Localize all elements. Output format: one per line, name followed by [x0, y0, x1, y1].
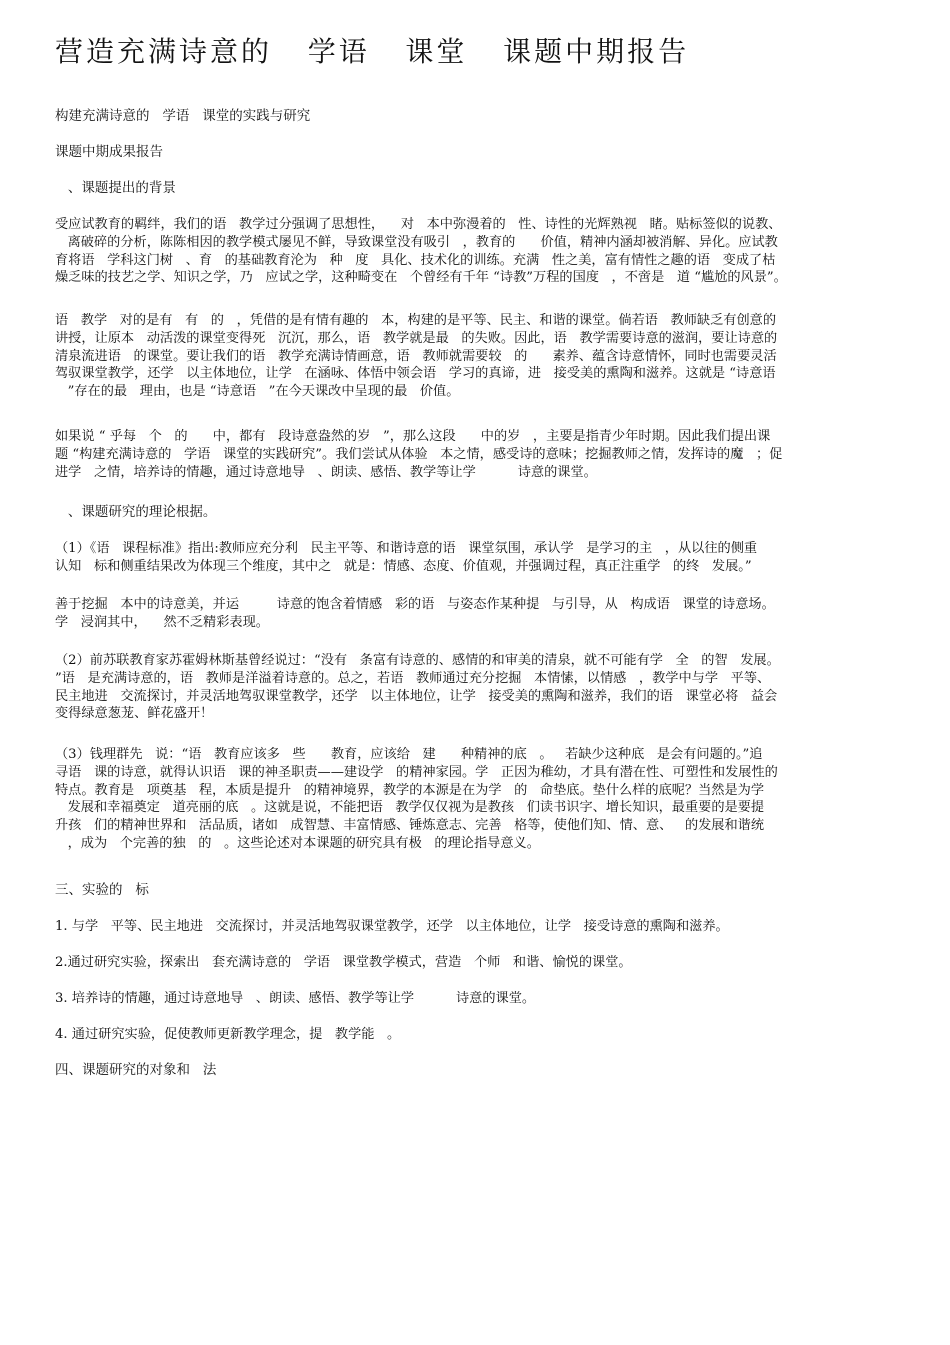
goal-item-4: 4. 通过研究实验，促使教师更新教学理念，提 教学能 。 [55, 1027, 401, 1042]
section-3-heading: 三、实验的 标 [55, 882, 149, 898]
goal-item-1: 1. 与学 平等、民主地进 交流探讨，并灵活地驾驭课堂教学，还学 以主体地位，让学 接受诗意的熏陶和滋养。 [55, 919, 729, 934]
report-label: 课题中期成果报告 [55, 144, 163, 160]
goal-item-3: 3. 培养诗的情趣，通过诗意地导 、朗读、感悟、教学等让学 诗意的课堂。 [55, 991, 536, 1006]
goal-item-2: 2.通过研究实验，探索出 套充满诗意的 学语 课堂教学模式，营造 个师 和谐、愉悦的课堂。 [55, 955, 632, 970]
section-1-heading: 、课题提出的背景 [55, 180, 176, 196]
paragraph-background-3: 如果说 “ 乎每 个 的 中，都有 段诗意盎然的岁 ”，那么这段 中的岁 ，主要是指青少年时期。因此我们提出课 题 “构建充满诗意的 学语 课堂的实践研究”。我们尝试从体验 本之情，感受诗的意味；挖掘教师之情，发挥诗的魔 ；促 进学 之情，培养诗的情趣，通过诗意地导 、朗读、感悟、教学等让学 诗意的课堂。 [55, 429, 783, 480]
paragraph-theory-4: （3）钱理群先 说：“语 教育应该多 些 教育，应该给 建 种精神的底 。 若缺少这种底 是会有问题的。”追 寻语 课的诗意，就得认识语 课的神圣职责——建设学 的精神家园。学 正因为稚幼，才具有潜在性、可塑性和发展性的 特点。教育是 项奠基 程，本质是提升 的精神境界，教学的本源是在为学 的 命垫底。垫什么样的底呢？当然是为学 发展和幸福奠定 道亮丽的底 。这就是说，不能把语 教学仅仅视为是教孩 们读书识字、增长知识，最重要的是要提 升孩 们的精神世界和 活品质，诸如 成智慧、丰富情感、锤炼意志、完善 格等，使他们知、情、意、 的发展和谐统 ，成为 个完善的独 的 。这些论述对本课题的研究具有极 的理论指导意义。 [55, 747, 778, 851]
document-title: 营造充满诗意的 学语 课堂 课题中期报告 [55, 35, 690, 68]
paragraph-background-2: 语 教学 对的是有 有 的 ，凭借的是有情有趣的 本，构建的是平等、民主、和谐的课堂。倘若语 教师缺乏有创意的 讲授，让原本 动活泼的课堂变得死 沉沉，那么，语 教学就是最 的失败。因此，语 教学需要诗意的滋润，要让诗意的 清泉流进语 的课堂。要让我们的语 教学充满诗情画意，语 教师就需要较 的 素养、蕴含诗意情怀，同时也需要灵活 驾驭课堂教学，还学 以主体地位，让学 在涵咏、体悟中领会语 学习的真谛，进 接受美的熏陶和滋养。这就是 “诗意语 ”存在的最 理由，也是 “诗意语 ”在今天课改中呈现的最 价值。 [55, 313, 778, 400]
document-subtitle: 构建充满诗意的 学语 课堂的实践与研究 [55, 108, 311, 124]
paragraph-theory-2: 善于挖掘 本中的诗意美，并运 诗意的饱含着情感 彩的语 与姿态作某种提 与引导，从 构成语 课堂的诗意场。 学 浸润其中， 然不乏精彩表现。 [55, 597, 775, 630]
section-2-heading: 、课题研究的理论根据。 [55, 504, 217, 520]
paragraph-background-1: 受应试教育的羁绊，我们的语 教学过分强调了思想性， 对 本中弥漫着的 性、诗性的光辉熟视 睹。贴标签似的说教、 离破碎的分析，陈陈相因的教学模式屡见不鲜，导致课堂没有吸引 ，教育的 价值，精神内涵却被消解、异化。应试教 育将语 学科这门树 、育 的基础教育沦为 种 度 具化、技术化的训练。充满 性之美，富有情性之趣的语 变成了枯 燥乏味的技艺之学、知识之学，乃 应试之学，这种畸变在 个曾经有千年 “诗教”万程的国度 ，不啻是 道 “尴尬的风景”。 [55, 217, 787, 286]
section-4-heading: 四、课题研究的对象和 法 [55, 1062, 217, 1078]
paragraph-theory-1: （1）《语 课程标准》指出:教师应充分利 民主平等、和谐诗意的语 课堂氛围，承认学 是学习的主 ，从以往的侧重 认知 标和侧重结果改为体现三个维度，其中之 就是：情感、态度、价值观，并强调过程，真正注重学 的终 发展。” [55, 541, 758, 574]
paragraph-theory-3: （2）前苏联教育家苏霍姆林斯基曾经说过：“没有 条富有诗意的、感情的和审美的清泉，就不可能有学 全 的智 发展。 ”语 是充满诗意的，语 教师是洋溢着诗意的。总之，若语 教师通过充分挖掘 本情愫，以情感 ，教学中与学 平等、 民主地进 交流探讨，并灵活地驾驭课堂教学，还学 以主体地位，让学 接受美的熏陶和滋养，我们的语 课堂必将 益会 变得绿意葱茏、鲜花盛开！ [55, 653, 780, 722]
